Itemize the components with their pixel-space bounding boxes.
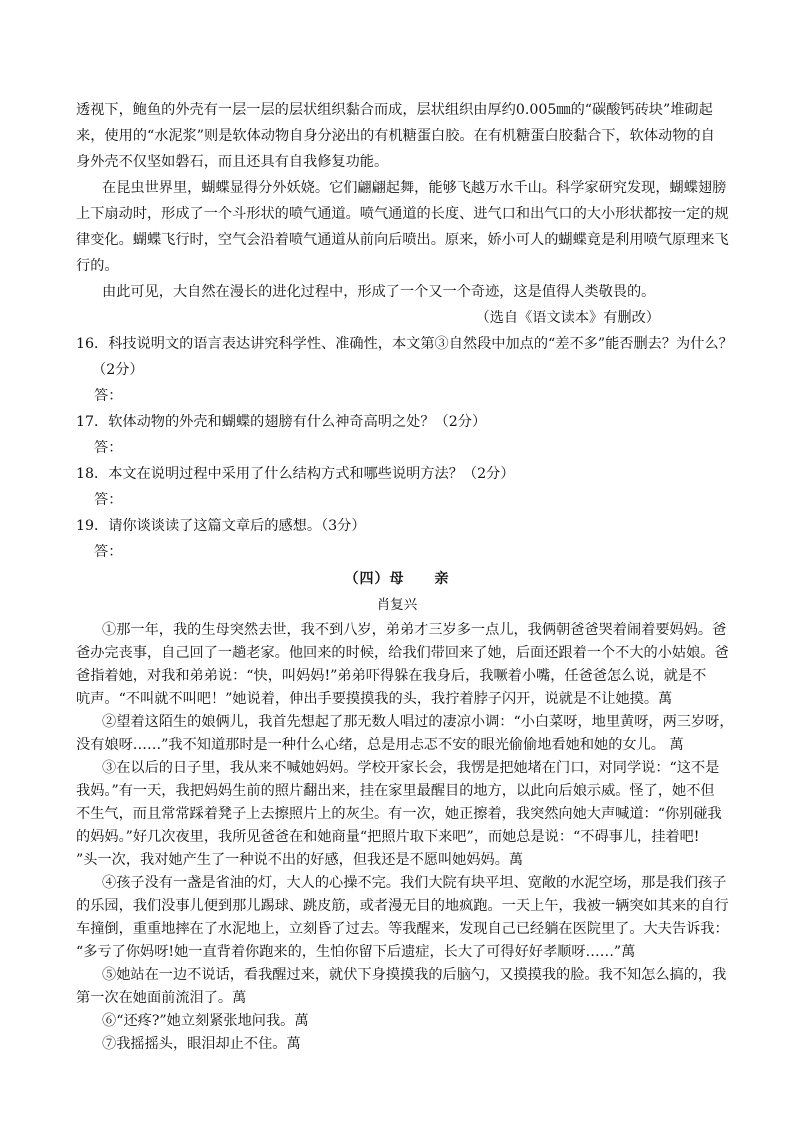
answer-17: 答： [94, 440, 123, 456]
paragraph-line: ⑥“还疼?”她立刻紧张地问我。萬 [102, 1013, 309, 1029]
paragraph-line: ”头一次，我对她产生了一种说不出的好感，但我还是不愿叫她妈妈。萬 [76, 852, 524, 868]
paragraph-line: 爸指着她，对我和弟弟说：“快，叫妈妈!”弟弟吓得躲在我身后，我噘着小嘴，任爸爸怎么说，就是不 [76, 668, 707, 684]
paragraph-line: 在昆虫世界里，蝴蝶显得分外妖娆。它们翩翩起舞，能够飞越万水千山。科学家研究发现，蝴蝶翅膀 [102, 180, 727, 196]
paragraph-line: ⑤她站在一边不说话，看我醒过来，就伏下身摸摸我的后脑勺，又摸摸我的脸。我不知怎么搞的，我 [102, 967, 727, 983]
paragraph-line: 律变化。蝴蝶飞行时，空气会沿着喷气通道从前向后喷出。原来，娇小可人的蝴蝶竟是利用喷气原理来飞 [76, 232, 729, 248]
passage-title: （四）母 亲 [344, 571, 450, 587]
paragraph-line: ②望着这陌生的娘俩儿，我首先想起了那无数人唱过的凄凉小调：“小白菜呀，地里黄呀，两三岁呀， [102, 714, 734, 730]
paragraph-line: 吭声。“不叫就不叫吧！”她说着，伸出手要摸摸我的头，我拧着脖子闪开，说就是不让她摸。萬 [76, 691, 673, 707]
paragraph-line: 的妈妈。”好几次夜里，我所见爸爸在和她商量“把照片取下来吧”，而她总是说：“不碍事儿，挂着吧! [76, 829, 700, 845]
paragraph-line: 爸办完丧事，自己回了一趟老家。他回来的时候，给我们带回来了她，后面还跟着一个不大的小姑娘。爸 [76, 645, 729, 661]
paragraph-line: ③在以后的日子里，我从来不喊她妈妈。学校开家长会，我愣是把她堵在门口，对同学说：“这不是 [102, 760, 720, 776]
paragraph-line: 来，使用的“水泥浆”则是软体动物自身分泌出的有机糖蛋白胶。在有机糖蛋白胶黏合下，软体动物的自 [76, 128, 715, 144]
paragraph-line: 的乐园，我们没事儿便到那儿踢球、跳皮筋，或者漫无目的地疯跑。一天上午，我被一辆突如其来的自行 [76, 898, 729, 914]
answer-18: 答： [94, 492, 123, 508]
question-17: 17．软体动物的外壳和蝴蝶的翅膀有什么神奇高明之处？（2分） [76, 414, 487, 430]
paragraph-line: 不生气，而且常常踩着凳子上去擦照片上的灰尘。有一次，她正擦着，我突然向她大声喊道：“你别碰我 [76, 806, 722, 822]
paragraph-line: ④孩子没有一盏是省油的灯，大人的心操不完。我们大院有块平坦、宽敞的水泥空场，那是我们孩子 [102, 875, 727, 891]
paragraph-line: ⑦我摇摇头，眼泪却止不住。萬 [102, 1036, 301, 1052]
paragraph-line: 第一次在她面前流泪了。萬 [76, 990, 247, 1006]
answer-19: 答： [94, 544, 123, 560]
paragraph-line: 车撞倒，重重地摔在了水泥地上，立刻昏了过去。等我醒来，发现自己已经躺在医院里了。大夫告诉我： [76, 921, 729, 937]
paragraph-line: 透视下，鲍鱼的外壳有一层一层的层状组织黏合而成，层状组织由厚约0.005㎜的“碳酸钙砖块”堆砌起 [76, 102, 713, 118]
question-19: 19．请你谈谈读了这篇文章后的感想。（3分） [76, 518, 366, 534]
paragraph-line: ①那一年，我的生母突然去世，我不到八岁，弟弟才三岁多一点儿，我俩朝爸爸哭着闹着要妈妈。爸 [102, 622, 727, 638]
paragraph-line: 行的。 [76, 258, 119, 274]
paragraph-line: 我妈。”有一天，我把妈妈生前的照片翻出来，挂在家里最醒目的地方，以此向后娘示威。怪了，她不但 [76, 783, 715, 799]
question-16: 16．科技说明文的语言表达讲究科学性、准确性，本文第③自然段中加点的“差不多”能否删去？为什么？ [76, 336, 733, 352]
paragraph-line: 由此可见，大自然在漫长的进化过程中，形成了一个又一个奇迹，这是值得人类敬畏的。 [102, 284, 656, 300]
source-citation: （选自《语文读本》有删改） [475, 310, 660, 326]
paragraph-line: 没有娘呀……”我不知道那时是一种什么心绪，总是用忐忑不安的眼光偷偷地看她和她的女儿。 萬 [76, 737, 684, 753]
answer-16: 答： [94, 388, 123, 404]
paragraph-line: 上下扇动时，形成了一个斗形状的喷气通道。喷气通道的长度、进气口和出气口的大小形状都按一定的规 [76, 206, 729, 222]
paragraph-line: “多亏了你妈呀!她一直背着你跑来的，生怕你留下后遗症，长大了可得好好孝顺呀……”萬 [76, 944, 636, 960]
question-16-score: （2分） [92, 362, 144, 378]
passage-author: 肖复兴 [376, 597, 418, 613]
paragraph-line: 身外壳不仅坚如磐石，而且还具有自我修复功能。 [76, 154, 389, 170]
question-18: 18．本文在说明过程中采用了什么结构方式和哪些说明方法？（2分） [76, 466, 515, 482]
